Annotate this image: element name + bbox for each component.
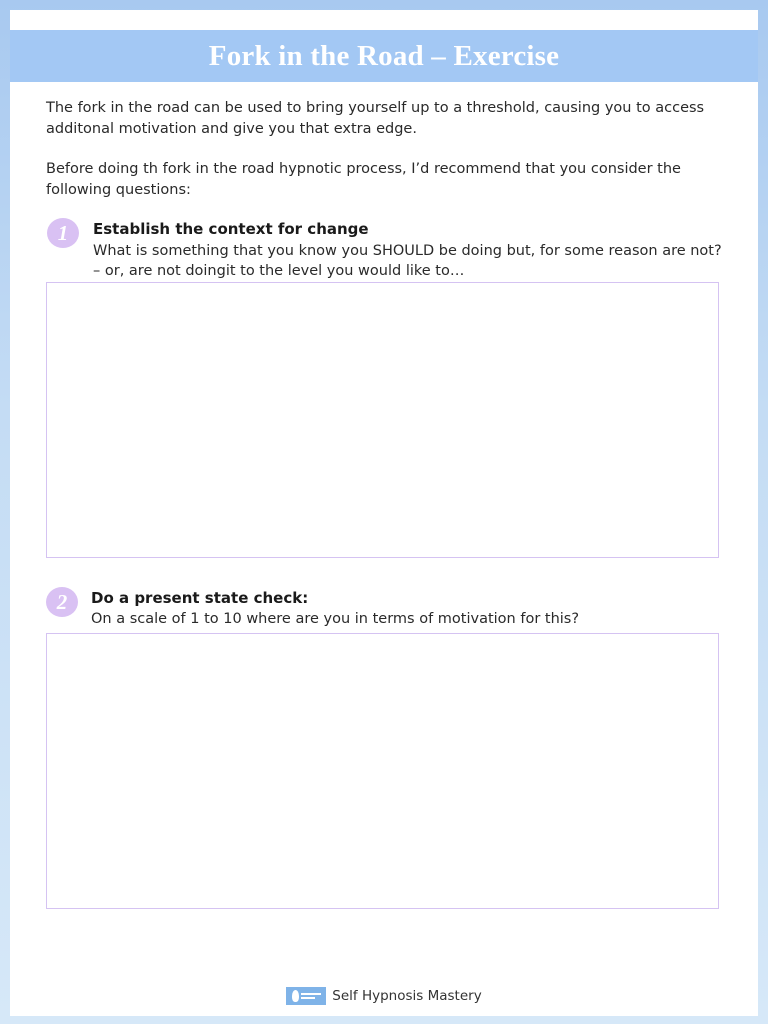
hypnosis-logo-icon <box>286 987 326 1005</box>
page-title: Fork in the Road – Exercise <box>208 39 560 72</box>
step-1-badge: 1 <box>47 218 79 248</box>
title-bar <box>10 30 758 82</box>
step-2-answer-box[interactable] <box>46 633 719 909</box>
worksheet-page <box>10 10 758 1016</box>
footer-brand: Self Hypnosis Mastery <box>332 988 482 1004</box>
step-1-heading: Establish the context for change <box>93 220 369 238</box>
intro-paragraph-2: Before doing th fork in the road hypnotic process, I’d recommend that you consider the following questions: <box>46 161 681 198</box>
step-1-answer-box[interactable] <box>46 282 719 558</box>
step-2-badge: 2 <box>46 587 78 617</box>
step-2-heading: Do a present state check: <box>91 589 309 607</box>
intro-paragraph-1: The fork in the road can be used to bring yourself up to a threshold, causing you to access additonal motivation and give you that extra edge. <box>46 100 705 137</box>
step-1-description: What is something that you know you SHOULD be doing but, for some reason are not? – or, are not doingit to the level you would like to… <box>93 243 722 279</box>
footer <box>10 987 758 1005</box>
step-2-description: On a scale of 1 to 10 where are you in terms of motivation for this? <box>91 611 580 627</box>
